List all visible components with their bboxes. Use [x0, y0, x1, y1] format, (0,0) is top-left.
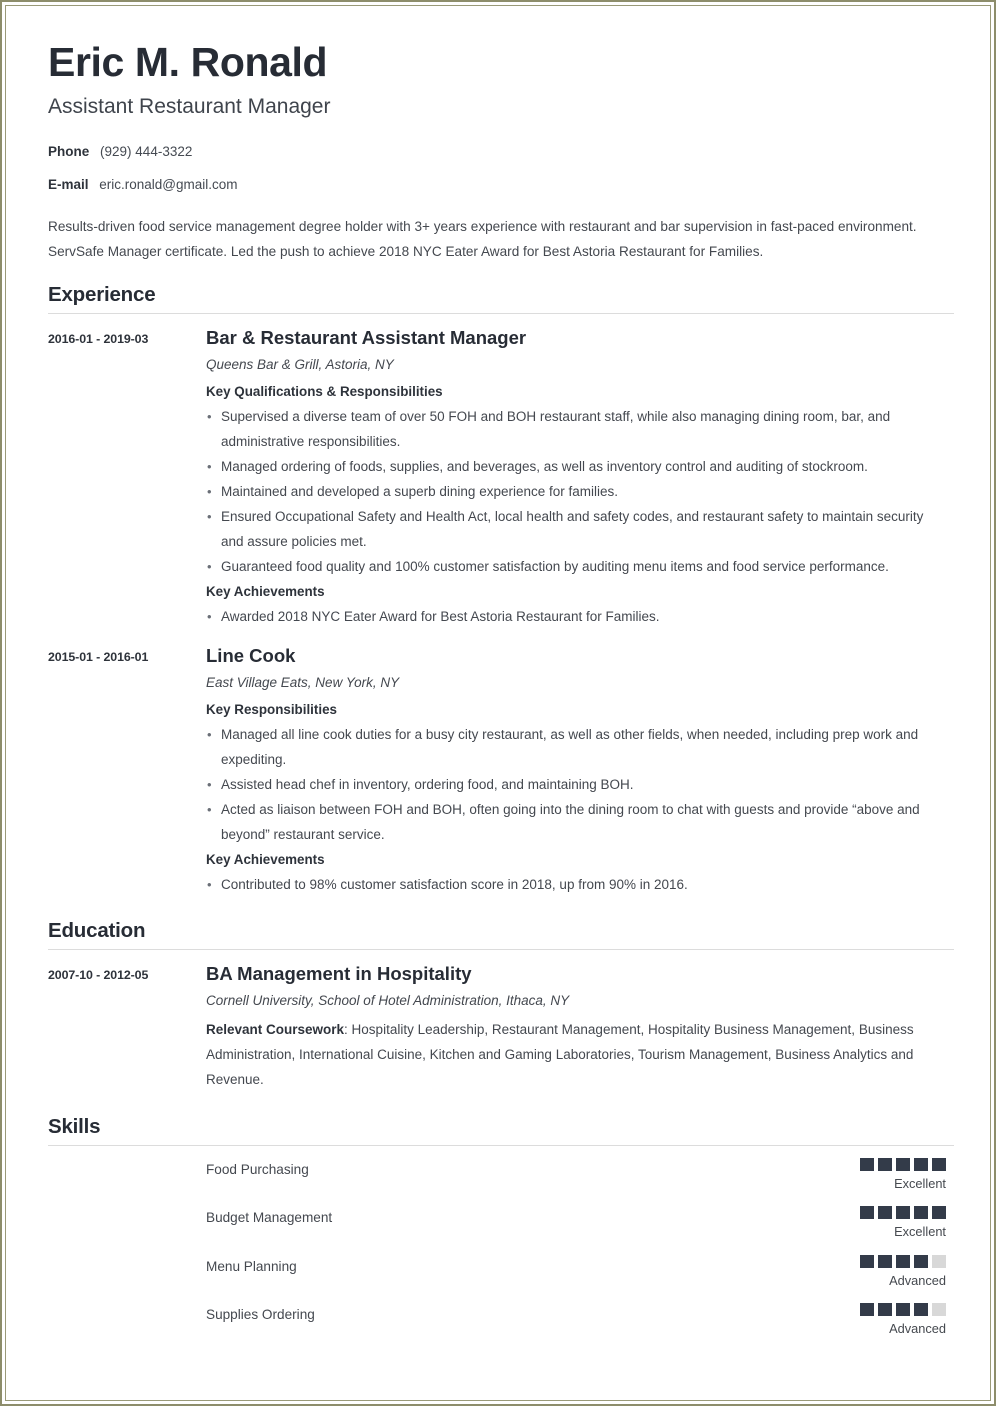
- experience-dates: 2015-01 - 2016-01: [48, 649, 149, 664]
- experience-organization: East Village Eats, New York, NY: [206, 674, 400, 690]
- contact-list: [48, 143, 946, 193]
- section-skills: [48, 1115, 946, 1339]
- experience-role: Line Cook: [206, 644, 296, 666]
- skill-square-filled: [914, 1255, 928, 1268]
- experience-role: Bar & Restaurant Assistant Manager: [206, 326, 527, 348]
- skill-name: Menu Planning: [206, 1258, 297, 1274]
- skill-square-filled: [932, 1158, 946, 1171]
- skill-square-filled: [860, 1255, 874, 1268]
- education-coursework: [206, 1018, 946, 1093]
- skill-level-label: Excellent: [894, 1224, 946, 1240]
- skill-row: [48, 1206, 946, 1241]
- skill-square-filled: [878, 1158, 892, 1171]
- experience-group-heading: Key Achievements: [206, 851, 325, 867]
- contact-row-phone: [48, 143, 946, 161]
- experience-bullet-list: [206, 405, 946, 580]
- section-title-experience: Experience: [48, 282, 156, 306]
- education-entry: [48, 962, 946, 1093]
- skill-square-filled: [860, 1206, 874, 1219]
- bullet-item: • Supervised a diverse team of over 50 FOH and BOH restaurant staff, while also managing dining room, bar, and administrative responsibilities.: [206, 405, 946, 455]
- bullet-item: • Awarded 2018 NYC Eater Award for Best Astoria Restaurant for Families.: [206, 605, 946, 630]
- skill-rating-squares: [826, 1206, 946, 1219]
- experience-dates: 2016-01 - 2019-03: [48, 331, 149, 346]
- education-school: Cornell University, School of Hotel Administration, Ithaca, NY: [206, 992, 570, 1008]
- bullet-item: • Managed ordering of foods, supplies, and beverages, as well as inventory control and auditing of stockroom.: [206, 455, 946, 480]
- skill-rating: [826, 1158, 946, 1193]
- section-divider-skills: [48, 1145, 954, 1146]
- experience-bullet-list: [206, 723, 946, 848]
- skill-square-filled: [860, 1303, 874, 1316]
- experience-bullet-list: [206, 605, 946, 630]
- skill-row: [48, 1303, 946, 1338]
- contact-label-phone: Phone: [48, 144, 90, 160]
- skill-square-filled: [932, 1206, 946, 1219]
- candidate-job-title: Assistant Restaurant Manager: [48, 95, 331, 119]
- skill-name: Food Purchasing: [206, 1161, 309, 1177]
- skill-square-filled: [878, 1255, 892, 1268]
- contact-label-email: E-mail: [48, 177, 89, 192]
- section-title-skills: Skills: [48, 1114, 101, 1138]
- bullet-item: • Managed all line cook duties for a busy city restaurant, as well as other fields, when needed, including prep work and expediting.: [206, 723, 946, 773]
- skill-rating: [826, 1206, 946, 1241]
- education-degree: BA Management in Hospitality: [206, 962, 472, 984]
- experience-entry: [48, 644, 946, 900]
- skill-row: [48, 1158, 946, 1193]
- experience-entry-body: [206, 326, 946, 632]
- experience-group-heading: Key Responsibilities: [206, 701, 337, 717]
- skill-square-filled: [878, 1303, 892, 1316]
- experience-organization: Queens Bar & Grill, Astoria, NY: [206, 356, 394, 372]
- experience-entry-body: [206, 644, 946, 900]
- section-divider-experience: [48, 313, 954, 314]
- skill-square-filled: [896, 1206, 910, 1219]
- skill-level-label: Advanced: [889, 1321, 946, 1337]
- bullet-item: • Maintained and developed a superb dining experience for families.: [206, 480, 946, 505]
- experience-group-heading: Key Achievements: [206, 583, 325, 599]
- coursework-text: : Hospitality Leadership, Restaurant Management, Hospitality Business Management, Business Administration, International Cuisine, Kitchen and Gaming Laboratories, Tourism Management, Business Analytics and Revenue.: [206, 1021, 914, 1087]
- contact-row-email: [48, 176, 946, 194]
- skill-rating-squares: [826, 1158, 946, 1171]
- education-dates: 2007-10 - 2012-05: [48, 967, 149, 982]
- experience-group-heading: Key Qualifications & Responsibilities: [206, 383, 443, 399]
- section-experience: [48, 283, 946, 900]
- section-title-education: Education: [48, 918, 146, 942]
- skill-square-filled: [914, 1303, 928, 1316]
- skill-square-filled: [914, 1206, 928, 1219]
- skill-rating-squares: [826, 1255, 946, 1268]
- section-education: [48, 919, 946, 1093]
- skill-square-filled: [896, 1255, 910, 1268]
- skill-square-filled: [878, 1206, 892, 1219]
- experience-entry: [48, 326, 946, 632]
- candidate-name: Eric M. Ronald: [48, 39, 328, 85]
- skill-row: [48, 1255, 946, 1290]
- skill-square-filled: [860, 1158, 874, 1171]
- bullet-item: • Acted as liaison between FOH and BOH, often going into the dining room to chat with guests and provide “above and beyond” restaurant service.: [206, 798, 946, 848]
- skill-level-label: Advanced: [889, 1272, 946, 1288]
- contact-value-phone[interactable]: (929) 444-3322: [100, 144, 193, 160]
- bullet-item: • Assisted head chef in inventory, ordering food, and maintaining BOH.: [206, 773, 946, 798]
- skill-rating: [826, 1303, 946, 1338]
- skill-level-label: Excellent: [894, 1175, 946, 1191]
- resume-page-content: [5, 5, 991, 1401]
- resume-header: [48, 40, 946, 264]
- skill-square-filled: [896, 1303, 910, 1316]
- skill-rating: [826, 1255, 946, 1290]
- bullet-item: • Guaranteed food quality and 100% customer satisfaction by auditing menu items and food service performance.: [206, 555, 946, 580]
- skill-square-empty: [932, 1255, 946, 1268]
- bullet-item: • Contributed to 98% customer satisfaction score in 2018, up from 90% in 2016.: [206, 873, 946, 898]
- professional-summary: Results-driven food service management degree holder with 3+ years experience with restaurant and bar supervision in fast-paced environment. ServSafe Manager certificate. Led the push to achieve 2018 NYC Eater Award for Best Astoria Restaurant for Families.: [48, 218, 917, 259]
- skill-square-empty: [932, 1303, 946, 1316]
- skills-list: [48, 1158, 946, 1339]
- bullet-item: • Ensured Occupational Safety and Health Act, local health and safety codes, and restaurant safety to maintain security and assure policies met.: [206, 505, 946, 555]
- education-entry-body: [206, 962, 946, 1093]
- coursework-label: Relevant Coursework: [206, 1021, 345, 1037]
- skill-rating-squares: [826, 1303, 946, 1316]
- skill-name: Supplies Ordering: [206, 1307, 315, 1323]
- skill-square-filled: [914, 1158, 928, 1171]
- skill-name: Budget Management: [206, 1210, 333, 1226]
- experience-bullet-list: [206, 873, 946, 898]
- contact-value-email[interactable]: eric.ronald@gmail.com: [99, 177, 238, 192]
- skill-square-filled: [896, 1158, 910, 1171]
- section-divider-education: [48, 949, 954, 950]
